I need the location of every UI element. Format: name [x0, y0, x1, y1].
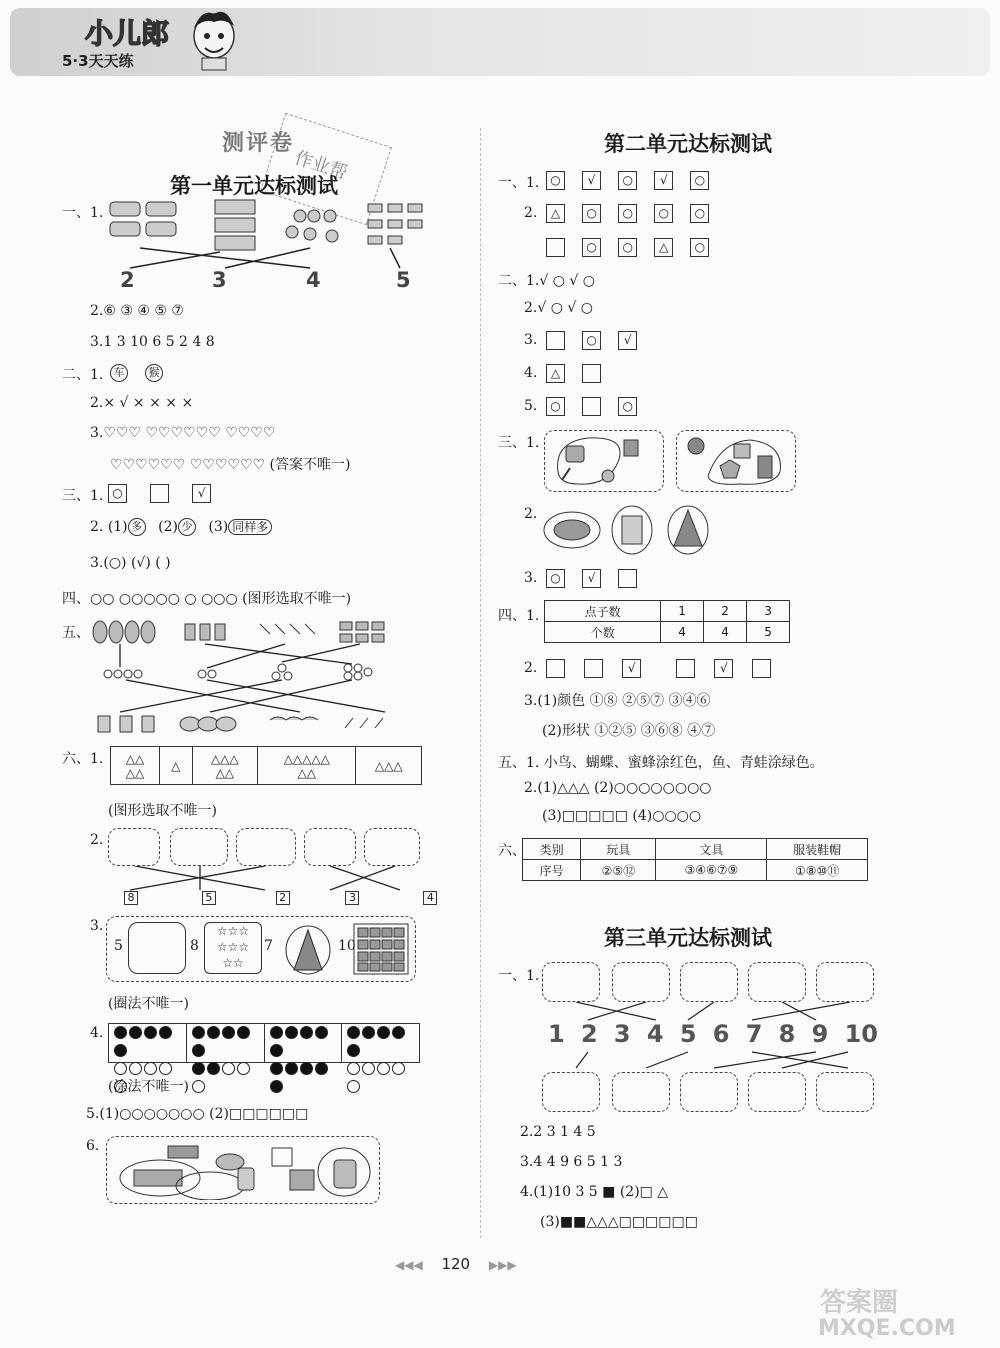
q6-2-label: 2. [90, 832, 104, 848]
r2-1-answer: 二、1.√ ○ √ ○ [498, 273, 595, 289]
r5-3-answer: (3)□□□□□ (4)○○○○ [542, 808, 702, 824]
column-divider [480, 128, 481, 1238]
picture-frame [364, 828, 420, 866]
r3-3-boxes [546, 568, 647, 588]
circled-answer: 车 [110, 364, 128, 382]
dot-cell [342, 1024, 419, 1062]
picture-frame [304, 828, 356, 866]
picture-frame [612, 962, 670, 1002]
answer-box: ○ [546, 397, 565, 416]
answer-box: √ [654, 171, 673, 190]
r3-2-circled-items-icon [542, 502, 714, 556]
answer-box: ○ [618, 397, 637, 416]
picture-frame [680, 1072, 738, 1112]
picture-frame [542, 962, 600, 1002]
number-box: 3 [345, 891, 359, 905]
number-7: 7 [745, 1020, 763, 1048]
answer-box [618, 569, 637, 588]
q6-4-dot-grid [108, 1023, 420, 1063]
grid-squares-icon [352, 922, 410, 976]
answer-box [546, 238, 565, 257]
answer-box [752, 659, 771, 678]
r7-4-answer: 4.(1)10 3 5 ■ (2)□ △ [520, 1184, 669, 1200]
q3-1-label: 三、1. [62, 488, 104, 504]
number-box: 4 [423, 891, 437, 905]
number-6: 6 [712, 1020, 730, 1048]
answer-box [546, 331, 565, 350]
picture-frame [816, 1072, 874, 1112]
table-header-cell: 玩具 [581, 839, 656, 860]
r2-3-boxes [546, 330, 647, 350]
picture-frame [816, 962, 874, 1002]
r2-5-label: 5. [524, 398, 538, 414]
r5-2-answer: 2.(1)△△△ (2)○○○○○○○○ [524, 780, 712, 796]
dot-cell [109, 1024, 187, 1062]
q3-3-answer: 3.(○) (√) ( ) [90, 555, 171, 571]
table-header-cell: 1 [661, 601, 704, 622]
r1-2-row2 [546, 237, 719, 257]
number-10: 10 [844, 1020, 878, 1048]
table-header-cell: 文具 [656, 839, 767, 860]
q6-1-label: 六、1. [62, 751, 104, 767]
q6-1-note: (图形选取不唯一) [108, 803, 217, 819]
picture-frame [542, 1072, 600, 1112]
unit3-title: 第三单元达标测试 [604, 926, 772, 950]
q2-2-answer: 2.× √ × × × × [90, 395, 194, 411]
q2-1-label: 二、1. [62, 367, 104, 383]
table-header-cell: 类别 [523, 839, 581, 860]
answer-box: ○ [108, 484, 127, 503]
table-cell: △△△ △△ [192, 747, 257, 785]
q3-2-part1: (1) [107, 519, 128, 535]
table-cell: ③④⑥⑦⑨ [656, 860, 767, 881]
r6-label: 六、 [498, 843, 526, 859]
r7-1-label: 一、1. [498, 968, 540, 984]
number-1: 1 [548, 1020, 565, 1048]
q6-3-num: 7 [264, 938, 273, 954]
r4-3-line1: 3.(1)颜色 ①⑧ ②⑤⑦ ③④⑥ [524, 693, 711, 709]
q3-2-label: 2. [90, 519, 104, 535]
watermark-site: MXQE.COM [818, 1316, 956, 1341]
picture-frame [108, 828, 160, 866]
q1-2-answer: 2.⑥ ③ ④ ⑤ ⑦ [90, 303, 184, 319]
answer-box: √ [582, 171, 601, 190]
q3-2-part3: (3) [208, 519, 229, 535]
q6-4-label: 4. [90, 1025, 104, 1041]
answer-box: ○ [582, 204, 601, 223]
r4-2-label: 2. [524, 660, 538, 676]
table-cell: △△△ [356, 747, 422, 785]
table-header-cell: 点子数 [545, 601, 661, 622]
q1-1-label: 一、1. [62, 205, 104, 221]
answer-box: √ [582, 569, 601, 588]
answer-box [150, 484, 169, 503]
q6-4-note: (涂法不唯一) [108, 1079, 189, 1095]
star-box: ☆☆☆ ☆☆☆ ☆☆ [204, 922, 262, 974]
answer-box: √ [192, 484, 211, 503]
answer-box: ○ [582, 238, 601, 257]
picture-frame [612, 1072, 670, 1112]
q6-3-num: 10 [338, 938, 356, 954]
circled-answer: 多 [128, 518, 146, 536]
answer-box: ○ [690, 171, 709, 190]
answer-box: △ [546, 204, 565, 223]
table-cell: △ [160, 747, 193, 785]
r7-1-lines [548, 1002, 878, 1072]
table-cell: 4 [661, 622, 704, 643]
answer-box [676, 659, 695, 678]
number-9: 9 [811, 1020, 829, 1048]
q6-3-num: 8 [190, 938, 199, 954]
q6-3-num: 5 [114, 938, 123, 954]
number-4: 4 [646, 1020, 664, 1048]
answer-box: ○ [690, 238, 709, 257]
table-cell: 序号 [523, 860, 581, 881]
q6-2-numbers [124, 890, 447, 905]
number-5: 5 [679, 1020, 697, 1048]
r4-1-table [544, 600, 790, 643]
answer-box [582, 364, 601, 383]
table-cell: ②⑤⑫ [581, 860, 656, 881]
table-header-cell: 3 [747, 601, 790, 622]
q5-label: 五、 [62, 625, 90, 641]
r2-5-boxes [546, 396, 647, 416]
answer-box: ○ [582, 331, 601, 350]
circled-answer: 同样多 [228, 519, 272, 535]
table-header-cell: 服装鞋帽 [767, 839, 868, 860]
picture-frame [748, 1072, 806, 1112]
answer-box: △ [654, 238, 673, 257]
q2-1-answers [110, 362, 175, 382]
table-cell: △△△△△ △△ [258, 747, 356, 785]
assessment-title: 测评卷 [222, 131, 295, 156]
r3-1-label: 三、1. [498, 435, 540, 451]
circled-answer: 猴 [145, 364, 163, 382]
r2-3-label: 3. [524, 332, 538, 348]
q6-6-objects-icon [110, 1140, 376, 1200]
number-box: 8 [124, 891, 138, 905]
circled-answer: 少 [178, 518, 196, 536]
q1-1-matching-figure [100, 196, 440, 291]
page-number: 120 [441, 1255, 471, 1273]
picture-frame [170, 828, 228, 866]
r7-1-bottom-pictures [542, 1072, 872, 1114]
next-arrows-icon: ▶▶▶ [488, 1258, 517, 1272]
picture-frame [236, 828, 296, 866]
number-3: 3 [613, 1020, 631, 1048]
brand-series: 5·3天天练 [62, 52, 134, 70]
q2-3-line1: 3.♡♡♡ ♡♡♡♡♡♡ ♡♡♡♡ [90, 425, 276, 441]
stamp-text: 作业帮 [291, 147, 350, 185]
r1-2-row1 [546, 203, 719, 223]
answer-box: ○ [618, 171, 637, 190]
q6-5-answer: 5.(1)○○○○○○○ (2)□□□□□□ [86, 1106, 309, 1122]
r4-2-boxes [546, 658, 781, 678]
r6-table [522, 838, 868, 881]
picture-frame [748, 962, 806, 1002]
q6-3-note: (圈法不唯一) [108, 996, 189, 1012]
triangle-group-icon [278, 920, 338, 976]
dot-cell [265, 1024, 343, 1062]
number-box: 2 [276, 891, 290, 905]
q3-2-answer [90, 518, 272, 536]
q6-6-label: 6. [86, 1138, 100, 1154]
q1-1-number-5: 5 [396, 268, 411, 292]
r4-3-line2: (2)形状 ①②⑤ ③⑥⑧ ④⑦ [542, 723, 716, 739]
q6-1-table [110, 746, 422, 785]
r7-4-part3: (3)■■△△△□□□□□□ [540, 1214, 698, 1230]
unit2-title: 第二单元达标测试 [604, 132, 772, 156]
table-header-cell: 2 [704, 601, 747, 622]
watermark-label: 答案圈 [820, 1288, 899, 1318]
r7-1-top-pictures [542, 962, 872, 1004]
mascot-icon [188, 6, 240, 72]
q3-2-part2: (2) [158, 519, 178, 535]
q4-answer: 四、○○ ○○○○○ ○ ○○○ (图形选取不唯一) [62, 591, 352, 607]
answer-box: √ [622, 659, 641, 678]
dot-cell [187, 1024, 265, 1062]
table-cell: 5 [747, 622, 790, 643]
table-cell: 个数 [545, 622, 661, 643]
clothing-group-icon [680, 432, 792, 488]
prev-arrows-icon: ◀◀◀ [395, 1258, 423, 1272]
table-cell: ①⑧⑩⑪ [767, 860, 868, 881]
q1-3-answer: 3.1 3 10 6 5 2 4 8 [90, 334, 215, 350]
q3-1-boxes [108, 483, 221, 503]
r4-1-label: 四、1. [498, 608, 540, 624]
answer-box: ○ [618, 204, 637, 223]
q1-1-number-4: 4 [306, 268, 321, 292]
r1-1-boxes [546, 170, 719, 190]
number-box: 5 [202, 891, 216, 905]
answer-box: √ [618, 331, 637, 350]
q1-1-number-3: 3 [212, 268, 227, 292]
q1-1-number-2: 2 [120, 268, 135, 292]
r7-3-answer: 3.4 4 9 6 5 1 3 [520, 1154, 623, 1170]
r7-2-answer: 2.2 3 1 4 5 [520, 1124, 596, 1140]
stationery-group-icon [548, 432, 660, 488]
number-2: 2 [580, 1020, 598, 1048]
unit1-title: 第一单元达标测试 [170, 174, 338, 198]
answer-box: √ [714, 659, 733, 678]
picture-frame [680, 962, 738, 1002]
r1-1-label: 一、1. [498, 175, 540, 191]
answer-box: ○ [654, 204, 673, 223]
answer-box: △ [546, 364, 565, 383]
q6-3-label: 3. [90, 918, 104, 934]
r3-3-label: 3. [524, 570, 538, 586]
q2-3-line2: ♡♡♡♡♡♡ ♡♡♡♡♡♡ (答案不唯一) [110, 457, 351, 473]
r2-4-label: 4. [524, 365, 538, 381]
q5-matching-figure [90, 612, 400, 742]
r2-2-answer: 2.√ ○ √ ○ [524, 300, 593, 316]
page-footer [395, 1255, 517, 1273]
r3-2-label: 2. [524, 506, 538, 522]
r5-1-answer: 五、1. 小鸟、蝴蝶、蜜蜂涂红色，鱼、青蛙涂绿色。 [498, 755, 824, 771]
q6-2-pictures [108, 828, 408, 868]
answer-box: ○ [546, 569, 565, 588]
table-cell: 4 [704, 622, 747, 643]
answer-box: ○ [618, 238, 637, 257]
table-cell: △△ △△ [111, 747, 160, 785]
number-8: 8 [778, 1020, 796, 1048]
r2-4-boxes [546, 363, 611, 383]
answer-box [546, 659, 565, 678]
answer-box: ○ [546, 171, 565, 190]
answer-box [584, 659, 603, 678]
answer-box: ○ [690, 204, 709, 223]
r1-2-label: 2. [524, 205, 538, 221]
answer-box [582, 397, 601, 416]
counting-box [128, 922, 186, 974]
brand-logo-text: 小儿郎 [85, 17, 170, 50]
